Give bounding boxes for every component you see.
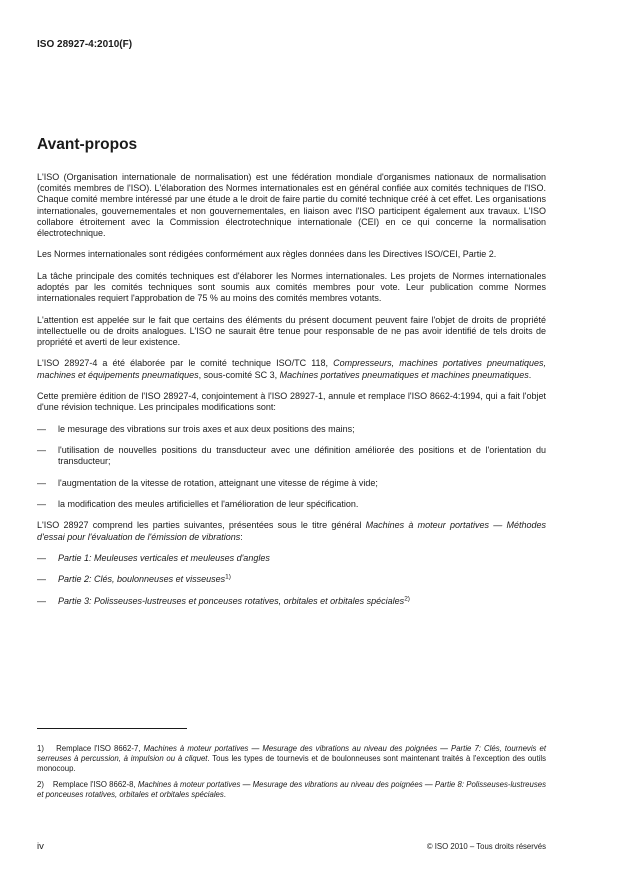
section-title: Avant-propos <box>37 136 138 153</box>
dash-marker: — <box>37 574 46 585</box>
dash-marker: — <box>37 423 46 434</box>
paragraph: La tâche principale des comités techniques est d'élaborer les Normes internationales. Les projets de Normes internationales adoptés par les comités techniques sont soumis aux comités membres pour vote. Leur publication comme Normes internationales requiert l'approbation de 75 % au moins des comités membres votants. <box>37 270 546 304</box>
part-item <box>37 574 546 585</box>
list-item <box>37 478 546 489</box>
footnote-separator <box>37 728 187 729</box>
text-run: Remplace l'ISO 8662-7, <box>56 744 144 753</box>
paragraph: L'attention est appelée sur le fait que certains des éléments du présent document peuvent faire l'objet de droits de propriété intellectuelle ou de droits analogues. L'ISO ne saurait être tenue pour responsable de ne pas avoir identifié de tels droits de propriété et averti de leur existence. <box>37 314 546 347</box>
text-run: , sous-comité SC 3, <box>198 369 280 380</box>
footnote-number: 2) <box>37 780 44 789</box>
part-item <box>37 553 546 564</box>
list-item <box>37 445 546 467</box>
part-text: Partie 1: Meuleuses verticales et meuleuses d'angles <box>58 552 270 563</box>
dash-marker: — <box>37 444 46 455</box>
dash-marker: — <box>37 477 46 488</box>
dash-marker: — <box>37 498 46 509</box>
part-item <box>37 596 546 607</box>
copyright: © ISO 2010 – Tous droits réservés <box>426 842 546 851</box>
footnotes <box>37 744 546 806</box>
page-number: iv <box>37 841 44 852</box>
footnote-ref[interactable]: 1) <box>225 573 231 581</box>
footnote-number: 1) <box>37 744 44 753</box>
paragraph: Cette première édition de l'ISO 28927-4, conjointement à l'ISO 28927-1, annule et remplace l'ISO 8662-4:1994, qui a fait l'objet d'une révision technique. Les principales modifications sont: <box>37 390 546 413</box>
document-id: ISO 28927-4:2010(F) <box>37 39 133 50</box>
list-item <box>37 499 546 510</box>
footnote-title: Machines à moteur portatives — Mesurage des vibrations au niveau des poignées — Partie 8: Polisseuses-lustreuses et ponceuses rotatives, orbitales et orbitales spéciales <box>37 780 546 799</box>
list-item-text: l'utilisation de nouvelles positions du transducteur avec une définition améliorée des positions et de l'orientation du transducteur; <box>58 444 546 467</box>
list-item-text: le mesurage des vibrations sur trois axes et aux deux positions des mains; <box>58 423 355 434</box>
list-item <box>37 424 546 435</box>
footnote <box>37 744 546 774</box>
text-run: . <box>223 790 226 799</box>
general-title: Machines à moteur portatives — Méthodes d'essai pour l'évaluation de l'émission de vibrations <box>37 520 546 542</box>
text-run: : <box>240 531 243 542</box>
paragraph <box>37 520 546 542</box>
text-run: . <box>528 369 532 380</box>
footnote <box>37 780 546 800</box>
footnote-ref[interactable]: 2) <box>404 595 410 603</box>
text-run: L'ISO 28927 comprend les parties suivantes, présentées sous le titre général <box>37 520 366 531</box>
dash-marker: — <box>37 595 46 606</box>
text-run: L'ISO 28927-4 a été élaborée par le comité technique ISO/TC 118, <box>37 358 334 369</box>
text-run: . Tous les types de tournevis et de boulonneuses sont maintenant traités à l'exception des outils monocoup. <box>37 754 546 773</box>
part-text: Partie 2: Clés, boulonneuses et visseuses <box>58 574 226 585</box>
subcommittee-title: Machines portatives pneumatiques et machines pneumatiques <box>279 369 529 380</box>
part-text: Partie 3: Polisseuses-lustreuses et ponceuses rotatives, orbitales et orbitales spéciales <box>58 595 405 606</box>
list-item-text: la modification des meules artificielles et l'amélioration de leur spécification. <box>58 498 359 509</box>
paragraph: Les Normes internationales sont rédigées conformément aux règles données dans les Directives ISO/CEI, Partie 2. <box>37 249 497 260</box>
dash-marker: — <box>37 552 46 563</box>
footnote-title: Machines à moteur portatives — Mesurage des vibrations au niveau des poignées — Partie 7: Clés, tournevis et serreuses à percussion, à impulsion ou à cliquet <box>37 744 547 763</box>
text-run: Remplace l'ISO 8662-8, <box>52 780 138 789</box>
committee-title: Compresseurs, machines portatives pneumatiques, machines et équipements pneumatiques <box>37 358 546 380</box>
list-item-text: l'augmentation de la vitesse de rotation, atteignant une vitesse de régime à vide; <box>58 477 378 488</box>
paragraph: L'ISO (Organisation internationale de normalisation) est une fédération mondiale d'organismes nationaux de normalisation (comités membres de l'ISO). L'élaboration des Normes internationales est en général confiée aux comités techniques de l'ISO. Chaque comité membre intéressé par une étude a le droit de faire partie du comité technique créé à cet effet. Les organisations internationales, gouvernementales et non gouvernementales, en liaison avec l'ISO participent également aux travaux. L'ISO collabore étroitement avec la Commission électrotechnique internationale (CEI) en ce qui concerne la normalisation électrotechnique. <box>37 172 546 239</box>
foreword-body <box>37 172 546 617</box>
paragraph <box>37 358 546 380</box>
